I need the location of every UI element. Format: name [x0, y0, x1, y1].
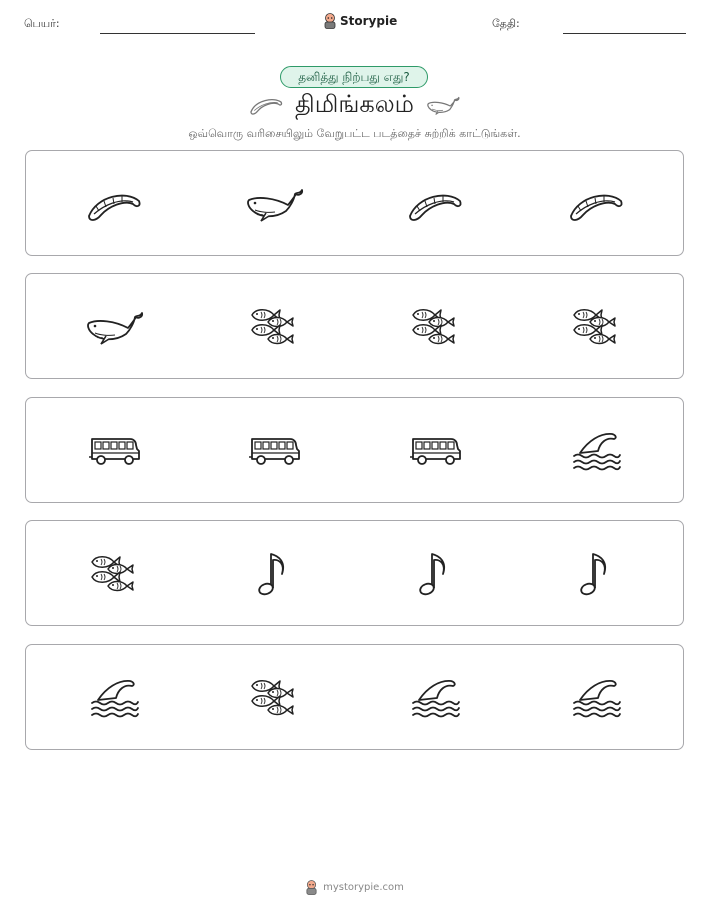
page-title: திமிங்கலம்: [295, 90, 414, 118]
music-note-icon[interactable]: [405, 548, 465, 598]
storypie-mascot-icon: [305, 880, 318, 895]
whale-icon[interactable]: [244, 178, 304, 228]
instructions: ஒவ்வொரு வரிசையிலும் வேறுபட்ட படத்தைச் சுற்றிக் காட்டுங்கள்.: [188, 127, 521, 140]
wave-icon[interactable]: [405, 672, 465, 722]
wave-icon[interactable]: [84, 672, 144, 722]
bus-icon[interactable]: [244, 425, 304, 475]
footer-site-link[interactable]: mystorypie.com: [323, 882, 404, 893]
fish-school-icon[interactable]: [566, 301, 626, 351]
date-line[interactable]: [563, 33, 686, 34]
leaf-icon[interactable]: [405, 178, 465, 228]
puzzle-row-5: [25, 644, 684, 750]
question-badge: தனித்து நிற்பது எது?: [280, 66, 428, 88]
storypie-mascot-icon: [323, 13, 337, 29]
puzzle-row-3: [25, 397, 684, 503]
brand-name: Storypie: [340, 14, 398, 28]
bus-icon[interactable]: [84, 425, 144, 475]
leaf-icon[interactable]: [84, 178, 144, 228]
wave-icon[interactable]: [566, 425, 626, 475]
name-label: பெயர்:: [24, 17, 60, 30]
fish-school-icon[interactable]: [84, 548, 144, 598]
bus-icon[interactable]: [405, 425, 465, 475]
whale-icon: [426, 95, 460, 117]
date-label: தேதி:: [492, 17, 520, 30]
fish-school-icon[interactable]: [244, 672, 304, 722]
brand-logo: [323, 13, 397, 29]
leaf-icon: [249, 96, 283, 116]
wave-icon[interactable]: [566, 672, 626, 722]
title-row: [0, 90, 709, 121]
whale-icon[interactable]: [84, 301, 144, 351]
fish-school-icon[interactable]: [244, 301, 304, 351]
music-note-icon[interactable]: [244, 548, 304, 598]
leaf-icon[interactable]: [566, 178, 626, 228]
footer: [0, 880, 709, 895]
name-line[interactable]: [100, 33, 255, 34]
puzzle-row-1: [25, 150, 684, 256]
puzzle-row-2: [25, 273, 684, 379]
puzzle-row-4: [25, 520, 684, 626]
fish-school-icon[interactable]: [405, 301, 465, 351]
music-note-icon[interactable]: [566, 548, 626, 598]
